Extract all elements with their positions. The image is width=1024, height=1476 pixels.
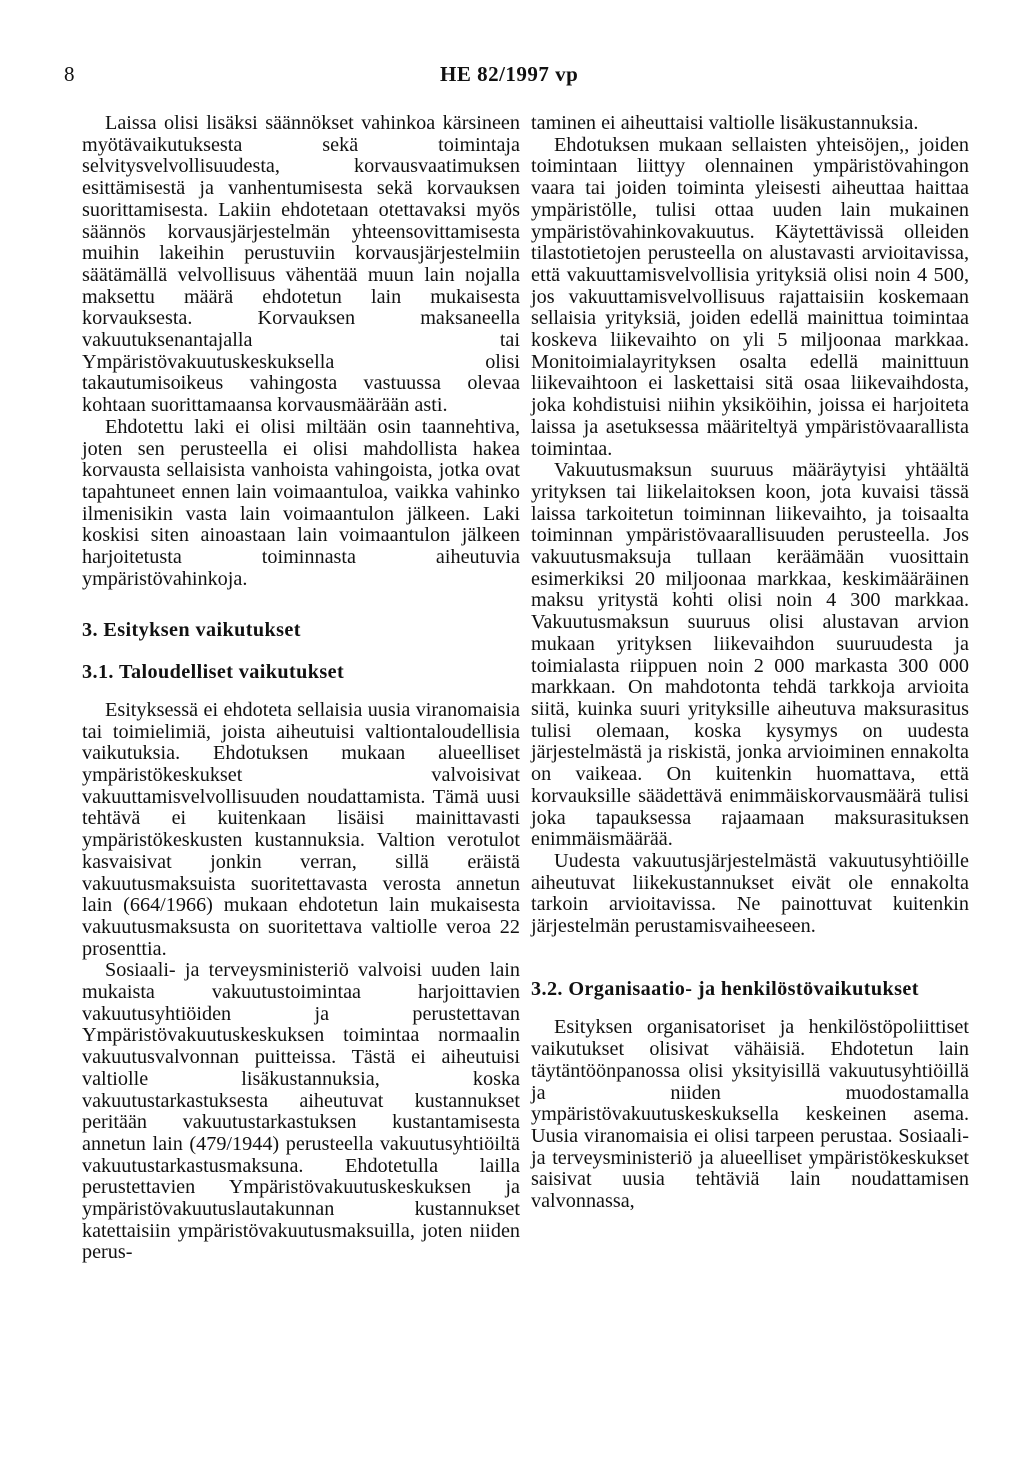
right-column [531,113,969,1213]
paragraph: Laissa olisi lisäksi säännökset vahinkoa kärsineen myötävaikutuksesta sekä toimintaja selvitysvelvollisuudesta, korvausvaatimuksen esittämisestä ja vanhentumisesta sekä korvauksen suorittamisesta. Lakiin ehdotetaan otettavaksi myös säännös korvausjärjestelmän yhteensovittamisesta muihin lakeihin perustuviin korvausjärjestelmiin säätämällä velvollisuus vähentää muun lain nojalla maksettu määrä ehdotetun lain mukaisesta korvauksesta. Korvauksen maksaneella vakuutuksenantajalla tai Ympäristövakuutuskeskuksella olisi takautumisoikeus vahingosta vastuussa olevaa kohtaan suorittamaansa korvausmäärään asti. [82,112,520,417]
paragraph: Esityksessä ei ehdoteta sellaisia uusia viranomaisia tai toimielimiä, joista aiheutuisi valtiontaloudellisia vaikutuksia. Ehdotuksen mukaan alueelliset ympäristökeskukset valvoisivat vakuuttamisvelvollisuuden noudattamista. Tämä uusi tehtävä ei kuitenkaan lisäisi mainittavasti ympäristökeskusten kustannuksia. Valtion verotulot kasvaisivat jonkin verran, sillä eräistä vakuutusmaksuista suoritettavasta verosta annetun lain (664/1966) mukaan ehdotetun lain mukaisesta vakuutusmaksusta on suoritettava valtiolle veroa 22 prosenttia. [82,698,520,960]
paragraph: Sosiaali- ja terveysministeriö valvoisi uuden lain mukaista vakuutustoimintaa harjoittavien vakuutusyhtiöiden ja perustettavan Ympäristövakuutuskeskuksen toimintaa normaalin vakuutusvalvonnan puitteissa. Tästä ei aiheutuisi valtiolle lisäkustannuksia, koska vakuutustarkastuksesta aiheutuvat kustannukset peritään vakuutustarkastuksen kustantamisesta annetun lain (479/1944) perusteella vakuutusyhtiöiltä vakuutustarkastusmaksuna. Ehdotetulla lailla perustettavien Ympäristövakuutuskeskuksen ja ympäristövakuutuslautakunnan kustannukset katettaisiin ympäristövakuutusmaksuilla, joten niiden perus- [82,959,520,1264]
paragraph: Ehdotettu laki ei olisi miltään osin taannehtiva, joten sen perusteella ei olisi mahdollista hakea korvausta sellaisista vanhoista vahingoista, jotka ovat tapahtuneet ennen lain voimaantuloa, vaikka vahinko ilmenisikin vasta lain voimaantulon jälkeen. Laki koskisi siten ainoastaan lain voimaantulon jälkeen harjoitetusta toiminnasta aiheutuvia ympäristövahinkoja. [82,415,520,590]
page-number: 8 [64,62,75,86]
paragraph: Uudesta vakuutusjärjestelmästä vakuutusyhtiöille aiheutuvat liikekustannukset eivät ole ennakolta tarkoin arvioitavissa. Ne painottuvat kuitenkin järjestelmän perustamisvaiheeseen. [531,849,969,938]
paragraph: taminen ei aiheuttaisi valtiolle lisäkustannuksia. [531,112,919,134]
document-id: HE 82/1997 vp [440,62,579,86]
paragraph: Vakuutusmaksun suuruus määräytyisi yhtäältä yrityksen tai liikelaitoksen koon, jota kuvaisi tässä laissa tarkoitetun toiminnan liikevaihto, ja toisaalta toiminnan ympäristövaarallisuuden perusteella. Jos vakuutusmaksuja tullaan keräämään vuosittain esimerkiksi 20 miljoonaa markkaa, keskimääräinen maksu yritystä kohti olisi noin 4 300 markkaa. Vakuutusmaksun suuruus olisi alustavan arvion mukaan yrityksen liikevaihdon suuruudesta ja toimialasta riippuen noin 2 000 markasta 300 000 markkaan. On mahdotonta tehdä tarkkoja arvioita siitä, kuinka suuri yrityksille aiheutuva maksurasitus tulisi olemaan, koska kysymys on uudesta järjestelmästä ja riskistä, jonka arvioiminen ennakolta on vaikeaa. On kuitenkin huomattava, että korvauksille säädettävä enimmäiskorvausmäärä tulisi joka tapauksessa rajaamaan maksurasituksen enimmäismäärää. [531,459,969,851]
page-header [64,62,964,88]
paragraph: Esityksen organisatoriset ja henkilöstöpoliittiset vaikutukset olisivat vähäisiä. Ehdotetun lain täytäntöönpanossa olisi yksityisillä vakuutusyhtiöillä ja niiden muodostamalla ympäristövakuutuskeskuksella keskeinen asema. Uusia viranomaisia ei olisi tarpeen perustaa. Sosiaali- ja terveysministeriö ja alueelliset ympäristökeskukset saisivat uusia tehtäviä lain noudattamisen valvonnassa, [531,1016,969,1213]
subsection-heading: 3.1. Taloudelliset vaikutukset [82,661,345,684]
left-column [82,113,520,1264]
section-heading: 3. Esityksen vaikutukset [82,619,301,642]
paragraph: Ehdotuksen mukaan sellaisten yhteisöjen,, joiden toimintaan liittyy olennainen ympäristövahingon vaara tai joiden toiminta yleisesti aiheuttaa haittaa ympäristölle, tulisi ottaa uuden lain mukainen ympäristövahinkovakuutus. Käytettävissä olleiden tilastotietojen perusteella on alustavasti arvioitavissa, että vakuuttamisvelvollisia yrityksiä olisi noin 4 500, jos vakuuttamisvelvollisuus rajattaisiin koskemaan sellaisia yrityksiä, joiden edellä mainittua toimintaa koskeva liikevaihto on yli 5 miljoonaa markkaa. Monitoimialayrityksen osalta edellä mainittuun liikevaihtoon ei laskettaisi sitä osaa liikevaihdosta, joka kohdistuisi niihin yksiköihin, joissa ei harjoiteta laissa ja asetuksessa määriteltyä ympäristövaarallista toimintaa. [531,133,969,460]
subsection-heading: 3.2. Organisaatio- ja henkilöstövaikutukset [531,977,919,1000]
